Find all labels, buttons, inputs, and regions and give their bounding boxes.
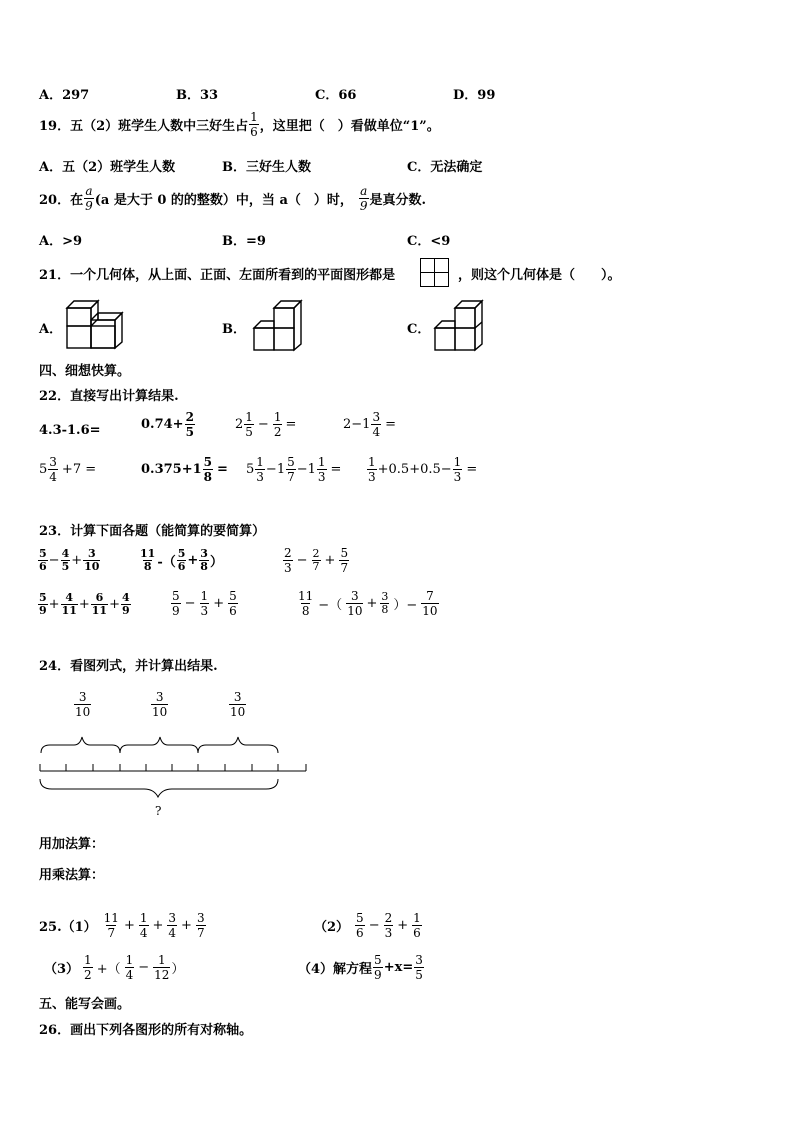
q25-part-2: （2） $\frac{5}{6}$ − $\frac{2}{3}$ + $\frac{1}{6}$ — [314, 911, 421, 940]
section-4-heading: 四、细想快算。 — [39, 364, 131, 379]
q24-multiplication-label: 用乘法算： — [39, 868, 105, 883]
q20-option-c: C．<9 — [407, 234, 451, 249]
q20-question: 20．在 $\frac{a}{9}$ (a 是大于 0 的的整数）中，当 a（ ）时， $\frac{a}{9}$ 是真分数. — [39, 184, 427, 213]
q21-suffix: ，则这个几何体是（ ）。 — [458, 268, 621, 283]
q21-cube-figure-a — [66, 300, 128, 352]
q22-title: 22．直接写出计算结果. — [39, 389, 179, 404]
q23-expr-4: $\frac{5}{9}$ + $\frac{4}{11}$ + $\frac{6}{11}$ + $\frac{4}{9}$ — [39, 591, 130, 617]
q21-option-a: A． — [39, 322, 63, 337]
q24-addition-label: 用加法算： — [39, 837, 105, 852]
q24-label-3: $\frac{3}{10}$ — [230, 690, 246, 719]
q24-top-brace-1 — [41, 737, 120, 753]
q20-option-b: B．=9 — [222, 234, 266, 249]
q24-bottom-brace — [40, 779, 278, 797]
q24-question-mark: ? — [155, 804, 162, 818]
q19-option-a: A．五（2）班学生人数 — [39, 160, 176, 175]
q21-cube-figure-c — [434, 300, 486, 352]
q22-expr-4: 2−1 $\frac{3}{4}$ = — [343, 410, 396, 439]
q20-fraction-2: $\frac{a}{9}$ — [359, 184, 368, 213]
q22-expr-6: 0.375+1 $\frac{5}{8}$ = — [141, 455, 228, 484]
q22-expr-8: $\frac{1}{3}$ +0.5+0.5− $\frac{1}{3}$ = — [368, 455, 478, 484]
q24-label-2: $\frac{3}{10}$ — [152, 690, 168, 719]
q23-expr-1: $\frac{5}{6}$ − $\frac{4}{5}$ + $\frac{3}{10}$ — [39, 547, 100, 573]
q21-view-shape — [420, 258, 454, 290]
q18-option-a: A．297 — [39, 88, 90, 103]
q20-fraction-1: $\frac{a}{9}$ — [85, 184, 93, 213]
q22-expr-2: 0.74+ $\frac{2}{5}$ — [141, 410, 194, 439]
q19-fraction: $\frac{1}{6}$ — [250, 110, 258, 139]
q22-expr-7: 5 $\frac{1}{3}$ −1 $\frac{5}{7}$ −1 $\frac{1}{3}$ = — [246, 455, 342, 484]
q21-option-c: C． — [407, 322, 431, 337]
q19-question: 19．五（2）班学生人数中三好生占 $\frac{1}{6}$ ，这里把（ ）看做单位“1”。 — [39, 110, 440, 139]
q21-cube-figure-b — [253, 300, 315, 352]
q26-question: 26．画出下列各图形的所有对称轴。 — [39, 1023, 253, 1038]
q24-top-brace-2 — [120, 737, 198, 753]
q18-option-d: D．99 — [453, 88, 496, 103]
q20-option-a: A．>9 — [39, 234, 83, 249]
q23-expr-5: $\frac{5}{9}$ − $\frac{1}{3}$ + $\frac{5}{6}$ — [172, 589, 237, 618]
q25-part-4: （4）解方程 $\frac{5}{9}$ +x= $\frac{3}{5}$ — [298, 953, 423, 982]
q24-top-brace-3 — [198, 737, 278, 753]
q19-option-b: B．三好生人数 — [222, 160, 311, 175]
q23-title: 23．计算下面各题（能简算的要简算） — [39, 524, 266, 539]
q21-option-b: B． — [222, 322, 246, 337]
q18-option-c: C．66 — [315, 88, 357, 103]
q22-expr-5: 5 $\frac{3}{4}$ +7 = — [39, 455, 97, 484]
q22-expr-1: 4.3-1.6= — [39, 423, 101, 438]
q25-part-3: （3） $\frac{1}{2}$ +（ $\frac{1}{4}$ − $\frac{1}{12}$ ） — [44, 953, 185, 982]
section-5-heading: 五、能写会画。 — [39, 997, 131, 1012]
q23-expr-6: $\frac{11}{8}$ −（ $\frac{3}{10}$ + $\frac{3}{8}$ ）− $\frac{7}{10}$ — [298, 589, 438, 618]
q21-question: 21．一个几何体，从上面、正面、左面所看到的平面图形都是 — [39, 268, 396, 283]
q24-title: 24．看图列式，并计算出结果. — [39, 659, 218, 674]
q25-part-1: 25.（1） $\frac{11}{7}$ + $\frac{1}{4}$ + $\frac{3}{4}$ + $\frac{3}{7}$ — [39, 911, 205, 940]
q24-label-1: $\frac{3}{10}$ — [75, 690, 91, 719]
q24-number-line-diagram — [38, 735, 313, 805]
q23-expr-2: $\frac{11}{8}$ -（ $\frac{5}{6}$ + $\frac{3}{8}$ ） — [140, 547, 223, 573]
q19-option-c: C．无法确定 — [407, 160, 483, 175]
q22-expr-3: 2 $\frac{1}{5}$ − $\frac{1}{2}$ = — [235, 410, 297, 439]
q18-option-b: B．33 — [176, 88, 219, 103]
q23-expr-3: $\frac{2}{3}$ − $\frac{2}{7}$ + $\frac{5}{7}$ — [284, 546, 349, 575]
